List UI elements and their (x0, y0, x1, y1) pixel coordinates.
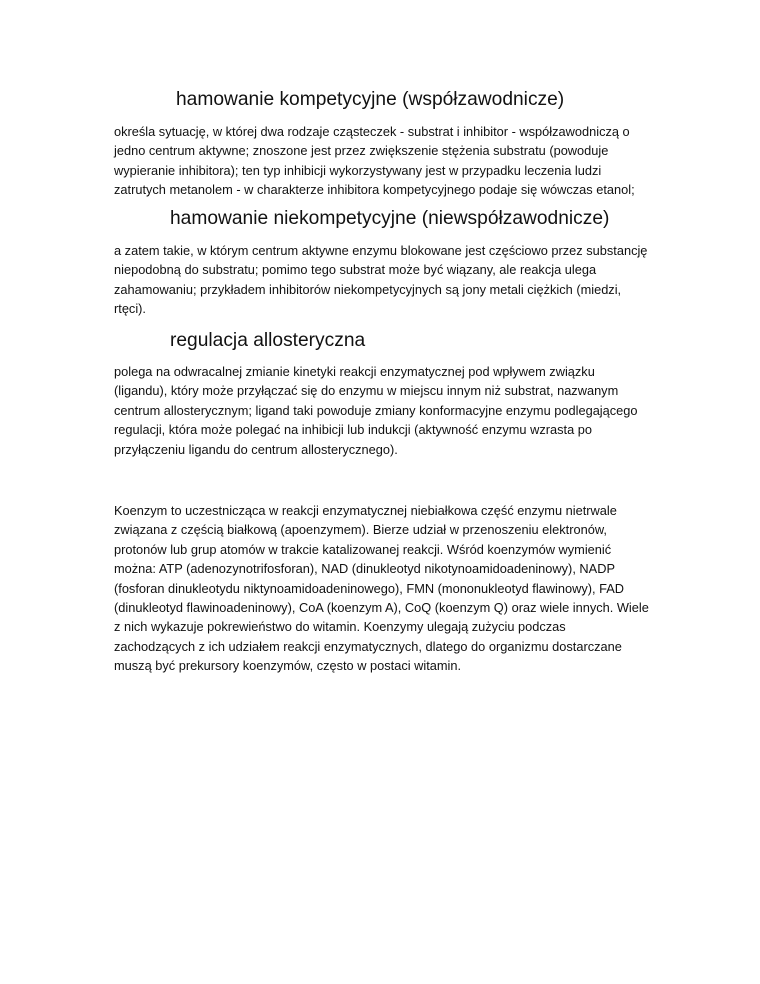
section-text-allosteric-regulation: polega na odwracalnej zmianie kinetyki reakcji enzymatycznej pod wpływem związku (ligandu), który może przyłączać się do enzymu w miejscu innym niż substrat, nazwanym centrum allosterycznym; ligand taki powoduje zmiany konformacyjne enzymu podlegającego regulacji, która może polegać na inhibicji lub indukcji (aktywność enzymu wzrasta po przyłączeniu ligandu do centrum allosterycznego). (114, 364, 638, 457)
section-heading-allosteric-regulation: regulacja allosteryczna (170, 330, 366, 351)
section-heading-noncompetitive-inhibition: hamowanie niekompetycyjne (niewspółzawodnicze) (170, 208, 610, 229)
section-text-competitive-inhibition: określa sytuację, w której dwa rodzaje cząsteczek - substrat i inhibitor - współzawodniczą o jedno centrum aktywne; znoszone jest przez zwiększenie stężenia substratu (powoduje wypieranie inhibitora); ten typ inhibicji wykorzystywany jest w przypadku leczenia ludzi zatrutych metanolem - w charakterze inhibitora kompetycyjnego podaje się wówczas etanol; (114, 124, 635, 198)
section-heading-competitive-inhibition: hamowanie kompetycyjne (współzawodnicze) (176, 89, 565, 110)
coenzyme-paragraph: Koenzym to uczestnicząca w reakcji enzymatycznej niebiałkowa część enzymu nietrwale związana z częścią białkową (apoenzymem). Bierze udział w przenoszeniu elektronów, protonów lub grup atomów w trakcie katalizowanej reakcji. Wśród koenzymów wymienić można: ATP (adenozynotrifosforan), NAD (dinukleotyd nikotynoamidoadeninowy), NADP (fosforan dinukleotydu niktynoamidoadeninowego), FMN (mononukleotyd flawinowy), FAD (dinukleotyd flawinoadeninowy), CoA (koenzym A), CoQ (koenzym Q) oraz wiele innych. Wiele z nich wykazuje pokrewieństwo do witamin. Koenzymy ulegają zużyciu podczas zachodzących z ich udziałem reakcji enzymatycznych, dlatego do organizmu dostarczane muszą być prekursory koenzymów, często w postaci witamin. (114, 503, 649, 674)
section-text-noncompetitive-inhibition: a zatem takie, w którym centrum aktywne enzymu blokowane jest częściowo przez substancję niepodobną do substratu; pomimo tego substrat może być wiązany, ale reakcja ulega zahamowaniu; przykładem inhibitorów niekompetycyjnych są jony metali ciężkich (miedzi, rtęci). (114, 243, 648, 317)
